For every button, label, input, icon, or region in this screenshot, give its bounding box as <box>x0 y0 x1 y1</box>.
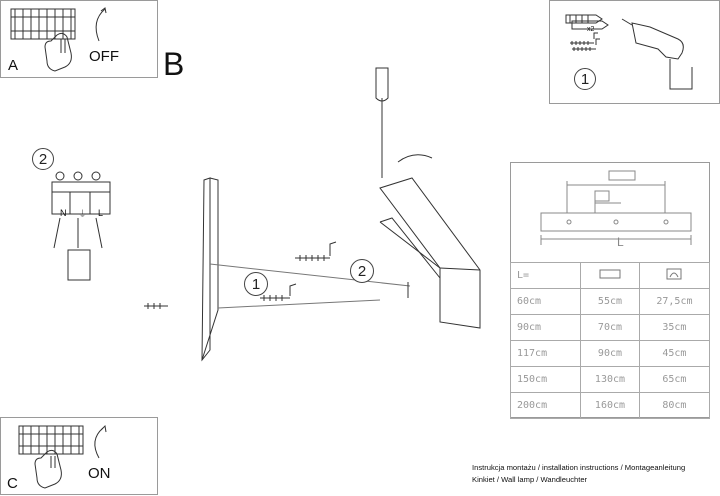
terminal-l-label: L <box>98 208 104 218</box>
table-row: 150cm 130cm 65cm <box>511 367 710 393</box>
dimension-table <box>510 262 710 419</box>
length-label: L <box>617 235 624 249</box>
breaker-off-illustration <box>1 1 159 79</box>
off-label: OFF <box>89 48 119 65</box>
terminal-ground-label: ⏚ <box>78 209 88 219</box>
footer-caption <box>472 462 685 486</box>
footer-line-1: Instrukcja montażu / installation instructions / Montageanleitung <box>472 463 686 472</box>
panel-switch-off <box>0 0 158 78</box>
screw-spacing-icon <box>581 263 640 289</box>
panel-drill-kit <box>549 0 720 104</box>
panel-c-letter: C <box>7 475 18 492</box>
terminal-n-label: N <box>60 208 67 218</box>
table-row: 200cm 160cm 80cm <box>511 393 710 419</box>
step-2-marker-lamp: 2 <box>350 259 374 283</box>
wall-plug-icon <box>566 15 602 23</box>
step-1-marker-wall: 1 <box>244 272 268 296</box>
anchor-icon <box>639 263 709 289</box>
step-1-marker: 1 <box>574 68 596 90</box>
table-row: 117cm 90cm 45cm <box>511 341 710 367</box>
screw-icon <box>570 33 598 45</box>
table-row: 60cm 55cm 27,5cm <box>511 289 710 315</box>
wall-plug-icon <box>144 303 168 309</box>
breaker-on-illustration <box>1 418 159 496</box>
assembly-illustration <box>140 60 480 340</box>
wall-plate <box>202 178 210 360</box>
footer-line-2: Kinkiet / Wall lamp / Wandleuchter <box>472 475 588 484</box>
section-b-letter: B <box>163 46 185 82</box>
quantity-label: x2 <box>587 26 595 33</box>
drill-icon <box>632 23 692 89</box>
terminal-block-illustration <box>48 168 128 288</box>
table-row: 90cm 70cm 35cm <box>511 315 710 341</box>
step-2-marker: 2 <box>32 148 54 170</box>
panel-a-letter: A <box>8 57 19 74</box>
screwdriver-icon <box>376 68 388 178</box>
panel-switch-on <box>0 417 158 495</box>
on-label: ON <box>88 465 111 482</box>
header-length: L= <box>511 263 581 289</box>
dimension-diagram <box>511 163 711 263</box>
table-header-row <box>511 263 710 289</box>
screw-icon <box>295 242 336 261</box>
lamp-body <box>380 178 480 328</box>
drill-kit-illustration <box>550 1 720 105</box>
